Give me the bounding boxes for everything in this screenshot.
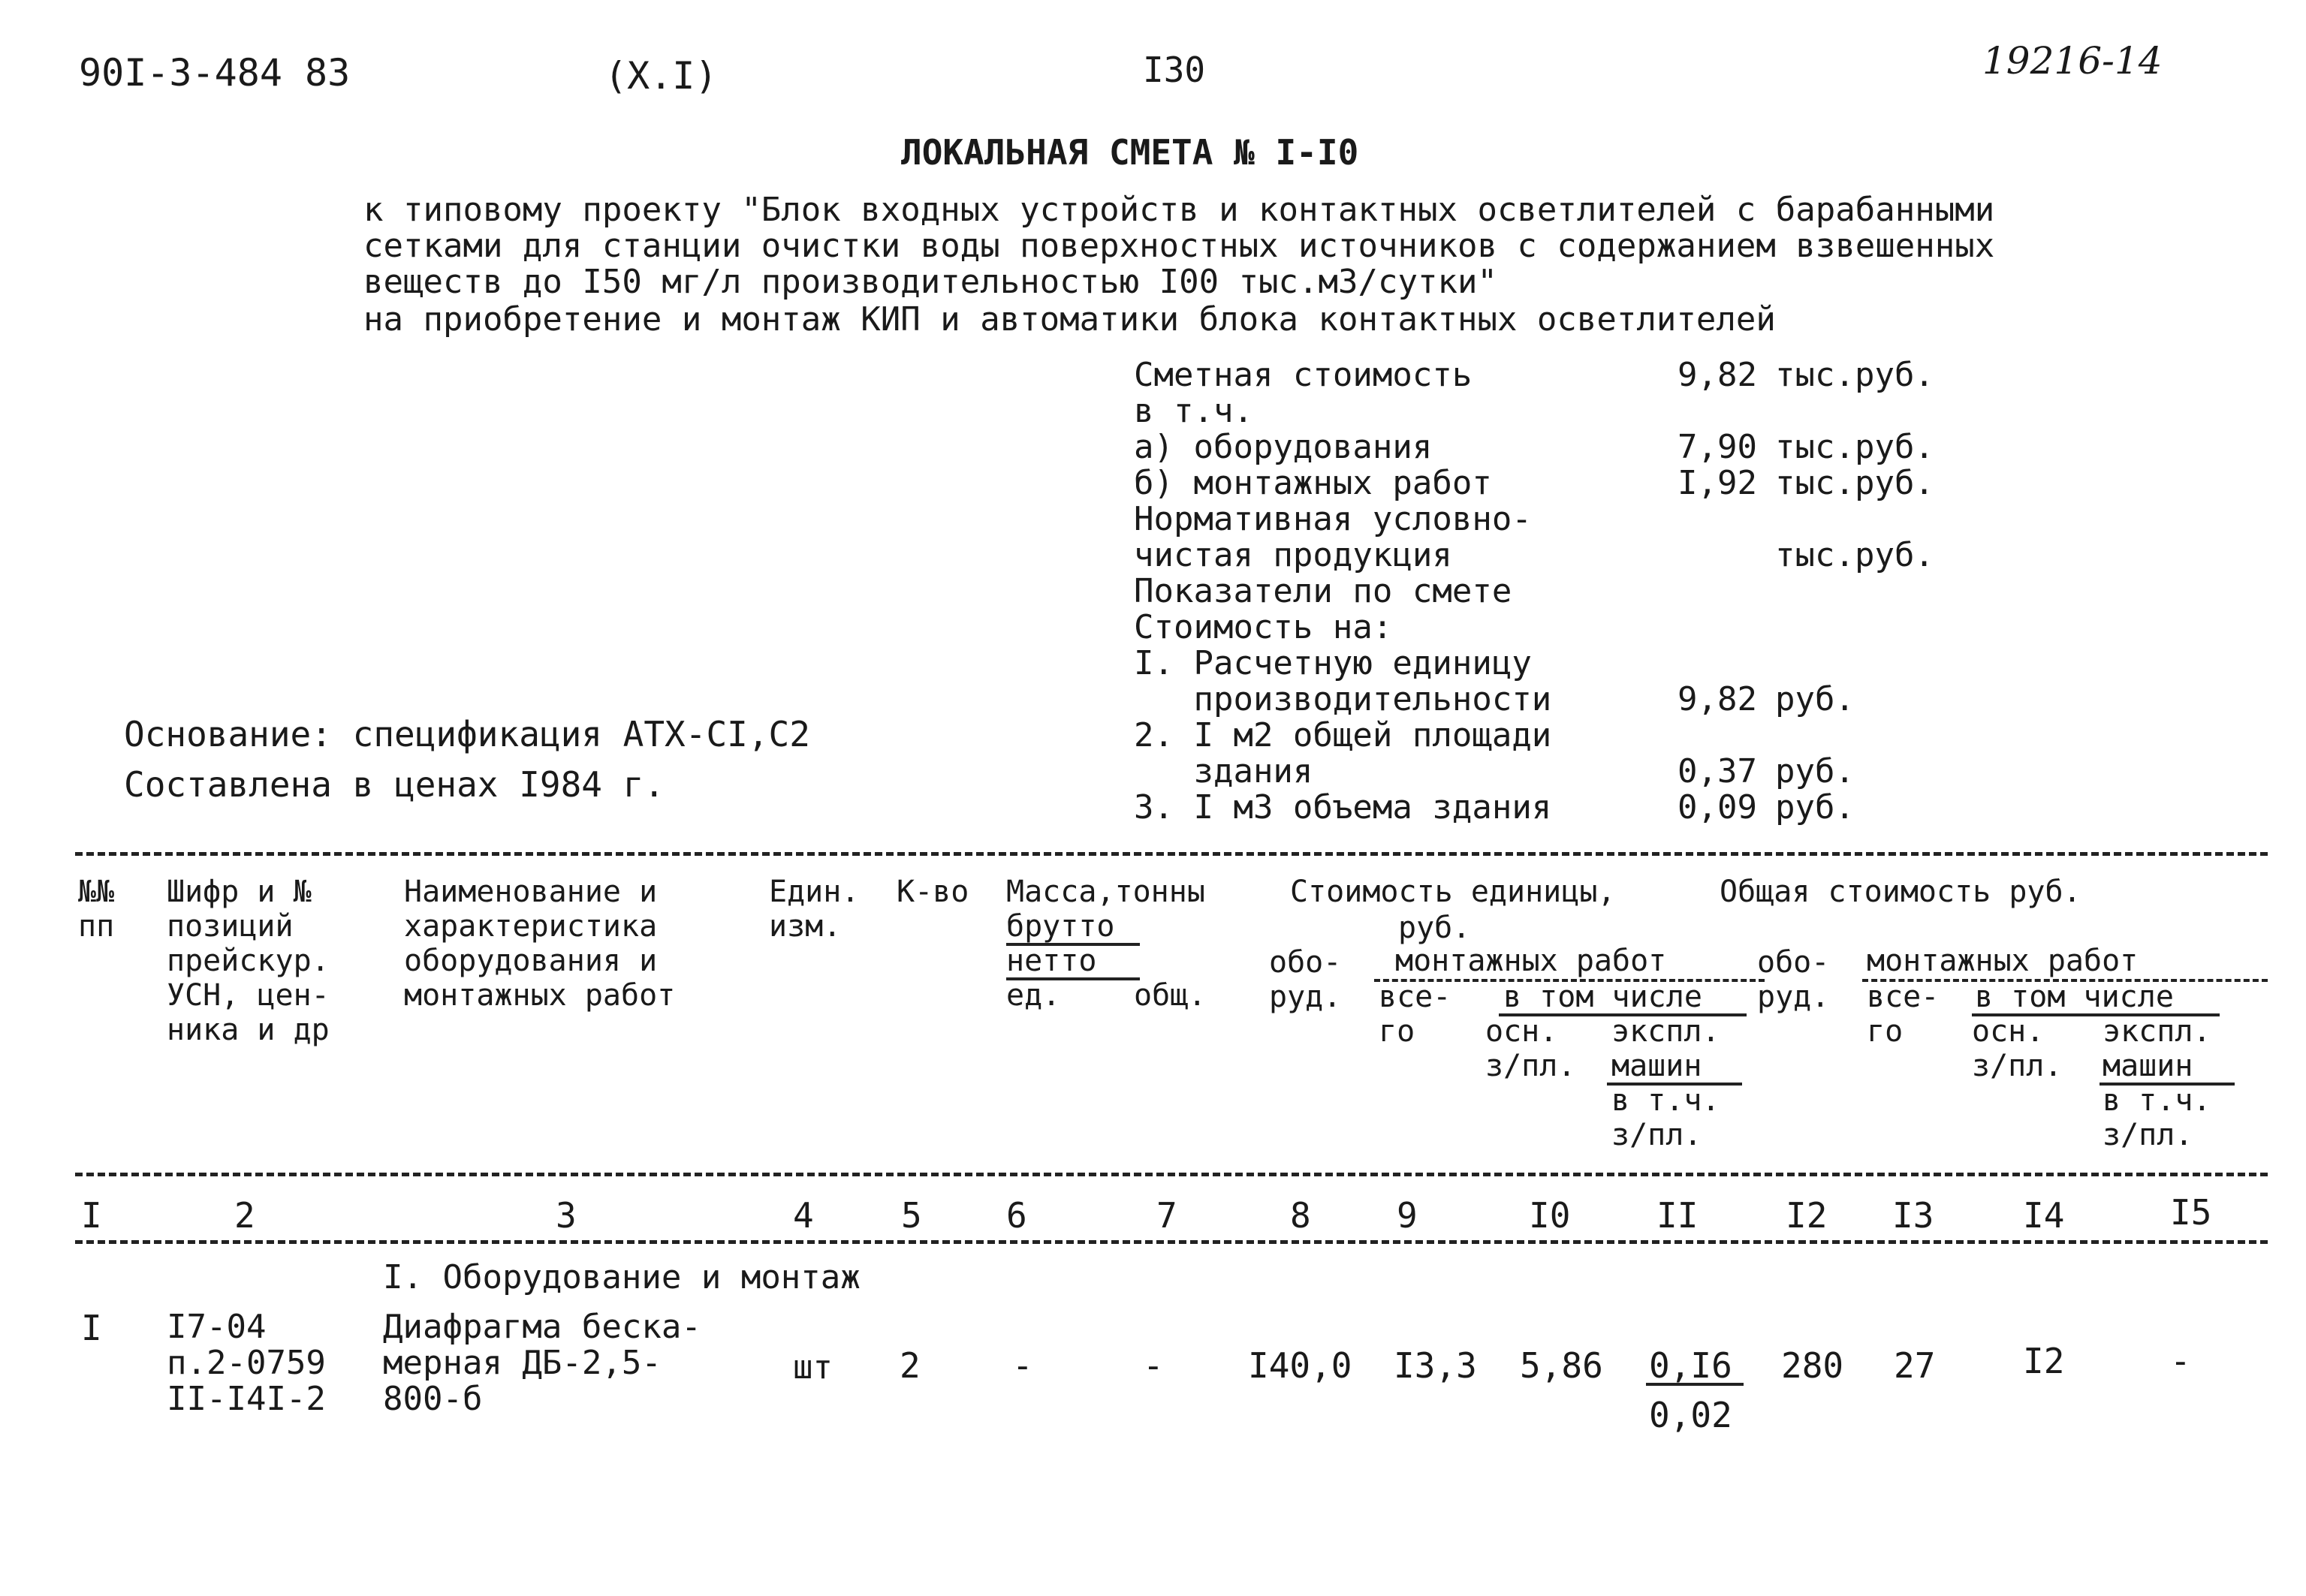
- header-name: монтажных работ: [404, 978, 676, 1013]
- summary-unit: руб.: [1775, 752, 1855, 790]
- header-mass-net: нетто: [1006, 944, 1097, 978]
- summary-value: 0,37: [1678, 752, 1757, 790]
- row-name: 800-б: [383, 1380, 483, 1418]
- summary-value: I,92: [1678, 464, 1757, 502]
- document-code: 90I-3-484 83: [79, 51, 351, 95]
- summary-label: 2. I м2 общей площади: [1134, 716, 1552, 754]
- header-unit: Един.: [769, 875, 860, 909]
- description-line-3: веществ до I50 мг/л производительностью I00 тыс.м3/сутки": [363, 263, 1497, 301]
- summary-label: I. Расчетную единицу: [1134, 644, 1532, 682]
- summary-unit: тыс.руб.: [1775, 536, 1934, 574]
- table-top-rule: [75, 852, 2268, 856]
- header-mount-works: монтажных работ: [1395, 944, 1667, 978]
- header-num: пп: [78, 909, 115, 944]
- column-number: 4: [793, 1195, 814, 1236]
- column-number: I5: [2170, 1192, 2212, 1233]
- header-mass-total: общ.: [1134, 978, 1207, 1013]
- prices-year-text: Составлена в ценах I984 г.: [124, 764, 665, 805]
- archive-number: 19216-14: [1982, 39, 2163, 83]
- header-equip-total: руд.: [1757, 980, 1830, 1014]
- summary-label: Нормативная условно-: [1134, 500, 1532, 538]
- description-line-4: на приобретение и монтаж КИП и автоматики блока контактных осветлителей: [363, 300, 1776, 339]
- column-number: 7: [1156, 1195, 1177, 1236]
- row-mass-total: -: [1143, 1345, 1164, 1386]
- header-unit-cost: Стоимость единицы,: [1290, 875, 1616, 909]
- row-machines-unit: 0,I6: [1649, 1345, 1732, 1386]
- header-equip-unit: руд.: [1269, 980, 1342, 1014]
- header-incl-pay-total: з/пл.: [2103, 1118, 2193, 1152]
- summary-unit: руб.: [1775, 680, 1855, 718]
- row-code: п.2-0759: [167, 1344, 326, 1382]
- header-basic-pay-total: осн.: [1972, 1014, 2045, 1049]
- header-mount-all-total: го: [1867, 1014, 1904, 1049]
- header-mount-all: го: [1379, 1014, 1415, 1049]
- column-number: II: [1656, 1195, 1699, 1236]
- header-incl-pay-total: в т.ч.: [2103, 1083, 2211, 1118]
- row-basic-pay-total: I2: [2023, 1341, 2065, 1381]
- summary-label: а) оборудования: [1134, 428, 1433, 466]
- column-number: I0: [1529, 1195, 1571, 1236]
- header-incl-pay: з/пл.: [1611, 1118, 1702, 1152]
- summary-unit: руб.: [1775, 788, 1855, 827]
- volume-label: (X.I): [604, 54, 718, 98]
- header-unit: изм.: [769, 909, 842, 944]
- header-name: Наименование и: [404, 875, 658, 909]
- row-name: мерная ДБ-2,5-: [383, 1344, 662, 1382]
- header-unit-cost-rub: руб.: [1398, 911, 1471, 945]
- header-machines: машин: [1611, 1049, 1702, 1083]
- machines-value-underline: [1646, 1383, 1744, 1386]
- header-mass: Масса,тонны: [1006, 875, 1205, 909]
- column-number: 8: [1290, 1195, 1311, 1236]
- column-number: I2: [1786, 1195, 1828, 1236]
- header-mass-gross: брутто: [1006, 909, 1115, 944]
- column-number: 6: [1006, 1195, 1027, 1236]
- header-machines-total: машин: [2103, 1049, 2193, 1083]
- row-qty: 2: [900, 1345, 921, 1386]
- description-line-1: к типовому проекту "Блок входных устройств и контактных осветлителей с барабанными: [363, 191, 1995, 229]
- summary-unit: тыс.руб.: [1775, 464, 1934, 502]
- row-code: I7-04: [167, 1308, 267, 1346]
- header-code: Шифр и №: [167, 875, 312, 909]
- header-basic-pay-total: з/пл.: [1972, 1049, 2063, 1083]
- summary-label: Стоимость на:: [1134, 608, 1393, 646]
- row-basic-pay-unit: 5,86: [1520, 1345, 1603, 1386]
- row-num: I: [81, 1308, 102, 1348]
- summary-label: в т.ч.: [1134, 392, 1253, 430]
- header-code: прейскур.: [167, 944, 330, 978]
- column-number: 2: [234, 1195, 255, 1236]
- header-mount-works-total: монтажных работ: [1867, 944, 2139, 978]
- header-code: УСН, цен-: [167, 978, 330, 1013]
- description-line-2: сетками для станции очистки воды поверхностных источников с содержанием взвешенных: [363, 227, 1995, 265]
- header-code: ника и др: [167, 1013, 330, 1047]
- header-incl-pay: в т.ч.: [1611, 1083, 1720, 1118]
- page-number: I30: [1143, 50, 1206, 90]
- header-name: характеристика: [404, 909, 658, 944]
- row-equip-total: 280: [1781, 1345, 1844, 1386]
- summary-unit: тыс.руб.: [1775, 428, 1934, 466]
- summary-value: 9,82: [1678, 356, 1757, 394]
- header-mount-all-total: все-: [1867, 980, 1940, 1014]
- header-equip-unit: обо-: [1269, 945, 1342, 980]
- column-number: I: [81, 1195, 102, 1236]
- header-mount-all: все-: [1379, 980, 1451, 1014]
- summary-value: 9,82: [1678, 680, 1757, 718]
- column-number: 5: [901, 1195, 922, 1236]
- row-name: Диафрагма беска-: [383, 1308, 701, 1346]
- summary-label: Показатели по смете: [1134, 572, 1512, 610]
- header-equip-total: обо-: [1757, 945, 1830, 980]
- header-name: оборудования и: [404, 944, 658, 978]
- row-unit: шт: [793, 1348, 833, 1387]
- summary-label: производительности: [1134, 680, 1552, 718]
- column-number: I4: [2023, 1195, 2065, 1236]
- header-basic-pay: з/пл.: [1485, 1049, 1576, 1083]
- header-qty: К-во: [897, 875, 969, 909]
- row-machines-total: -: [2170, 1341, 2191, 1381]
- column-number: I3: [1892, 1195, 1934, 1236]
- table-header-rule: [75, 1173, 2268, 1176]
- header-basic-pay: осн.: [1485, 1014, 1558, 1049]
- row-mount-total: 27: [1894, 1345, 1936, 1386]
- header-num: №№: [78, 875, 115, 909]
- column-number: 3: [556, 1195, 577, 1236]
- header-machines-total: экспл.: [2103, 1014, 2211, 1049]
- header-incl-total: в том числе: [1975, 980, 2174, 1014]
- header-total-cost: Общая стоимость руб.: [1720, 875, 2081, 909]
- summary-value: 7,90: [1678, 428, 1757, 466]
- table-numbers-rule: [75, 1240, 2268, 1244]
- header-incl: в том числе: [1503, 980, 1702, 1014]
- basis-text: Основание: спецификация АТХ-СI,С2: [124, 714, 810, 754]
- header-mass-per-unit: ед.: [1006, 978, 1061, 1013]
- row-machines-pay-unit: 0,02: [1649, 1395, 1732, 1435]
- summary-label: здания: [1134, 752, 1313, 790]
- summary-label: 3. I м3 объема здания: [1134, 788, 1552, 827]
- row-equip-unit: I40,0: [1248, 1345, 1352, 1386]
- row-mass-unit: -: [1012, 1345, 1033, 1386]
- summary-label: Сметная стоимость: [1134, 356, 1473, 394]
- summary-value: 0,09: [1678, 788, 1757, 827]
- section-title: I. Оборудование и монтаж: [383, 1258, 861, 1296]
- row-mount-total-unit: I3,3: [1394, 1345, 1477, 1386]
- document-title: ЛОКАЛЬНАЯ СМЕТА № I-I0: [901, 132, 1359, 173]
- column-number: 9: [1397, 1195, 1418, 1236]
- summary-label: б) монтажных работ: [1134, 464, 1492, 502]
- header-code: позиций: [167, 909, 294, 944]
- header-machines: экспл.: [1611, 1014, 1720, 1049]
- summary-unit: тыс.руб.: [1775, 356, 1934, 394]
- row-code: II-I4I-2: [167, 1380, 326, 1418]
- summary-label: чистая продукция: [1134, 536, 1452, 574]
